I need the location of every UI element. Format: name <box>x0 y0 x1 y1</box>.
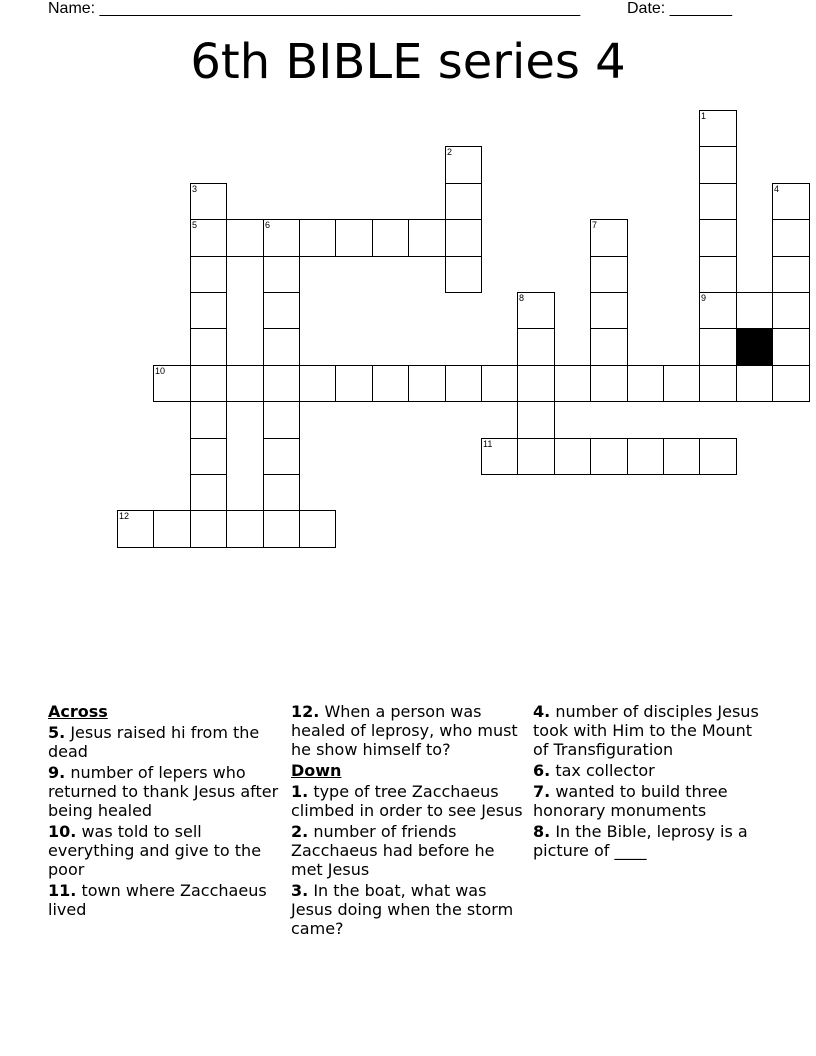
grid-cell[interactable] <box>517 292 555 329</box>
grid-cell[interactable] <box>772 219 810 257</box>
grid-cell[interactable] <box>299 365 336 402</box>
grid-cell[interactable] <box>190 183 227 220</box>
grid-cell[interactable] <box>263 256 300 293</box>
grid-cell[interactable] <box>590 219 628 257</box>
clue-number-label: 11 <box>483 439 493 449</box>
grid-cell[interactable] <box>627 438 664 475</box>
clues-column-1 <box>48 702 284 921</box>
clue-number: 5. <box>48 723 66 742</box>
clue-number-label: 9 <box>701 293 707 303</box>
down-clue <box>291 881 527 938</box>
clue-number-label: 1 <box>701 111 707 121</box>
clue-number: 2. <box>291 822 309 841</box>
grid-cell[interactable] <box>153 365 191 402</box>
clue-number-label: 2 <box>447 147 453 157</box>
grid-cell[interactable] <box>772 292 810 329</box>
grid-cell[interactable] <box>590 365 628 402</box>
grid-cell[interactable] <box>408 365 446 402</box>
grid-cell[interactable] <box>699 110 737 147</box>
grid-cell[interactable] <box>263 219 300 257</box>
clue-number-label: 4 <box>774 184 780 194</box>
clue-text: was told to sell everything and give to the poor <box>48 822 262 879</box>
clue-text: type of tree Zacchaeus climbed in order to see Jesus <box>291 782 523 820</box>
grid-cell[interactable] <box>190 256 227 293</box>
clue-text: When a person was healed of leprosy, who must he show himself to? <box>291 702 518 759</box>
grid-cell[interactable] <box>663 365 700 402</box>
clue-number-label: 6 <box>265 220 271 230</box>
grid-cell[interactable] <box>117 510 154 548</box>
grid-cell[interactable] <box>699 219 737 257</box>
clue-number-label: 8 <box>519 293 525 303</box>
clue-number: 6. <box>533 761 551 780</box>
clue-number: 4. <box>533 702 551 721</box>
grid-cell[interactable] <box>190 438 227 475</box>
down-clue <box>533 702 769 759</box>
grid-cell[interactable] <box>445 256 482 293</box>
grid-cell[interactable] <box>590 256 628 293</box>
grid-cell[interactable] <box>517 438 555 475</box>
across-clue <box>48 881 284 919</box>
grid-cell[interactable] <box>445 219 482 257</box>
clue-text: wanted to build three honorary monuments <box>533 782 728 820</box>
grid-cell[interactable] <box>372 365 409 402</box>
grid-cell[interactable] <box>517 401 555 439</box>
grid-cell[interactable] <box>772 328 810 366</box>
clue-text: number of disciples Jesus took with Him to the Mount of Transfiguration <box>533 702 759 759</box>
grid-cell[interactable] <box>554 365 591 402</box>
grid-cell[interactable] <box>699 146 737 184</box>
grid-cell[interactable] <box>481 365 518 402</box>
grid-cell[interactable] <box>481 438 518 475</box>
grid-cell[interactable] <box>590 328 628 366</box>
grid-cell[interactable] <box>699 328 737 366</box>
grid-cell[interactable] <box>226 365 264 402</box>
grid-cell[interactable] <box>263 510 300 548</box>
grid-cell[interactable] <box>335 365 373 402</box>
grid-cell[interactable] <box>772 365 810 402</box>
grid-cell[interactable] <box>226 219 264 257</box>
down-clue <box>533 761 769 780</box>
grid-cell[interactable] <box>299 510 336 548</box>
clue-number: 8. <box>533 822 551 841</box>
grid-cell[interactable] <box>190 510 227 548</box>
grid-cell[interactable] <box>190 401 227 439</box>
date-field-label[interactable]: Date: _______ <box>627 0 732 17</box>
clue-number: 11. <box>48 881 77 900</box>
clue-number: 7. <box>533 782 551 801</box>
clues-column-2 <box>291 702 527 940</box>
clues-column-3 <box>533 702 769 862</box>
grid-cell[interactable] <box>190 365 227 402</box>
grid-cell[interactable] <box>517 365 555 402</box>
grid-cell[interactable] <box>445 146 482 184</box>
grid-cell[interactable] <box>263 292 300 329</box>
grid-cell[interactable] <box>554 438 591 475</box>
grid-cell[interactable] <box>263 474 300 511</box>
grid-cell[interactable] <box>736 365 773 402</box>
clue-number: 1. <box>291 782 309 801</box>
clue-number-label: 10 <box>155 366 166 376</box>
clue-number-label: 5 <box>192 220 198 230</box>
clue-text: In the boat, what was Jesus doing when the storm came? <box>291 881 514 938</box>
down-clue <box>533 822 769 860</box>
grid-cell[interactable] <box>263 328 300 366</box>
clue-text: town where Zacchaeus lived <box>48 881 267 919</box>
grid-cell[interactable] <box>299 219 336 257</box>
grid-cell[interactable] <box>408 219 446 257</box>
grid-cell[interactable] <box>263 365 300 402</box>
down-clue <box>291 782 527 820</box>
down-clue <box>533 782 769 820</box>
down-heading: Down <box>291 761 342 780</box>
grid-cell[interactable] <box>699 256 737 293</box>
grid-cell[interactable] <box>772 256 810 293</box>
clue-number-label: 7 <box>592 220 598 230</box>
grid-cell[interactable] <box>372 219 409 257</box>
grid-cell[interactable] <box>590 438 628 475</box>
grid-cell[interactable] <box>190 219 227 257</box>
clue-number: 10. <box>48 822 77 841</box>
grid-cell[interactable] <box>445 365 482 402</box>
grid-cell[interactable] <box>699 183 737 220</box>
grid-cell[interactable] <box>699 365 737 402</box>
grid-cell[interactable] <box>226 510 264 548</box>
black-cell <box>736 328 773 366</box>
across-clue <box>48 723 284 761</box>
down-clue <box>291 822 527 879</box>
name-field-label[interactable]: Name: ______________________________________________________ <box>48 0 581 17</box>
page-title: 6th BIBLE series 4 <box>190 34 626 90</box>
grid-cell[interactable] <box>190 474 227 511</box>
clue-text: tax collector <box>555 761 655 780</box>
clue-number: 12. <box>291 702 320 721</box>
grid-cell[interactable] <box>263 438 300 475</box>
grid-cell[interactable] <box>517 328 555 366</box>
grid-cell[interactable] <box>663 438 700 475</box>
grid-cell[interactable] <box>263 401 300 439</box>
grid-cell[interactable] <box>445 183 482 220</box>
grid-cell[interactable] <box>590 292 628 329</box>
grid-cell[interactable] <box>772 183 810 220</box>
grid-cell[interactable] <box>190 328 227 366</box>
across-clue <box>48 822 284 879</box>
across-heading: Across <box>48 702 108 721</box>
clue-number-label: 3 <box>192 184 198 194</box>
across-clue <box>48 763 284 820</box>
clue-text: Jesus raised hi from the dead <box>48 723 260 761</box>
clue-number: 3. <box>291 881 309 900</box>
grid-cell[interactable] <box>736 292 773 329</box>
grid-cell[interactable] <box>190 292 227 329</box>
clue-text: number of friends Zacchaeus had before he met Jesus <box>291 822 495 879</box>
grid-cell[interactable] <box>699 292 737 329</box>
clue-number-label: 12 <box>119 511 130 521</box>
clue-text: In the Bible, leprosy is a picture of ____ <box>533 822 748 860</box>
clue-number: 9. <box>48 763 66 782</box>
grid-cell[interactable] <box>699 438 737 475</box>
grid-cell[interactable] <box>153 510 191 548</box>
grid-cell[interactable] <box>335 219 373 257</box>
clue-text: number of lepers who returned to thank Jesus after being healed <box>48 763 279 820</box>
grid-cell[interactable] <box>627 365 664 402</box>
across-clue <box>291 702 527 759</box>
